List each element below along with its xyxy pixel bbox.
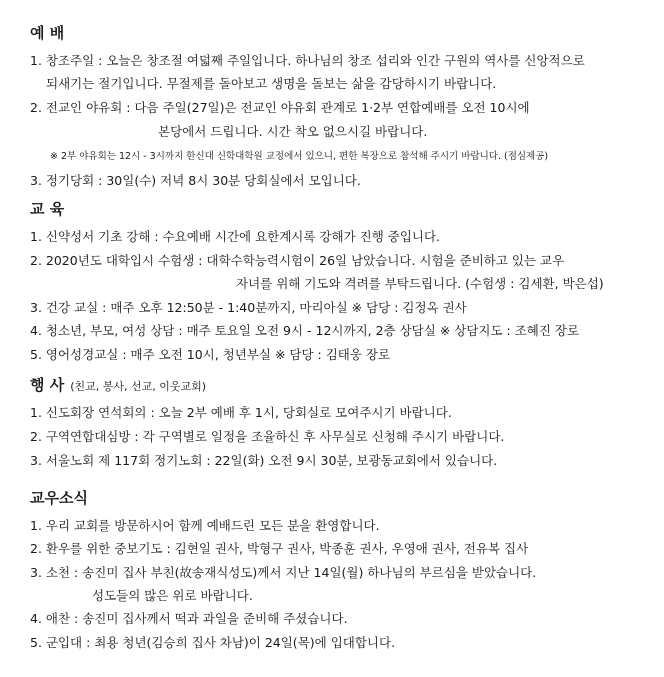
education-item-3: 3. 건강 교실 : 매주 오후 12:50분 - 1:40분까지, 마리아실 ※ 담당 : 김정옥 권사 xyxy=(30,300,467,315)
events-heading xyxy=(30,374,206,395)
education-heading: 교 육 xyxy=(30,200,65,218)
members-heading: 교우소식 xyxy=(30,489,88,507)
members-item-3-cont: 성도들의 많은 위로 바랍니다. xyxy=(92,588,253,603)
education-item-2-cont: 자녀를 위해 기도와 격려를 부탁드립니다. (수험생 : 김세환, 박은섭) xyxy=(236,276,604,291)
worship-item-2-note: ※ 2부 야유회는 12시 - 3시까지 한신대 신학대학원 교정에서 있으니, 편한 복장으로 참석해 주시기 바랍니다. (점심제공) xyxy=(50,151,549,162)
education-item-2: 2. 2020년도 대학입시 수험생 : 대학수학능력시험이 26일 남았습니다. 시험을 준비하고 있는 교우 xyxy=(30,253,565,268)
worship-item-1: 1. 창조주일 : 오늘은 창조절 여덟째 주일입니다. 하나님의 창조 섭리와 인간 구원의 역사를 신앙적으로 xyxy=(30,53,585,68)
members-item-1: 1. 우리 교회를 방문하시어 함께 예배드린 모든 분을 환영합니다. xyxy=(30,518,380,533)
worship-item-2-cont: 본당에서 드립니다. 시간 착오 없으시길 바랍니다. xyxy=(158,124,428,139)
worship-heading: 예 배 xyxy=(30,24,65,42)
worship-item-1-cont: 되새기는 절기입니다. 무절제를 돌아보고 생명을 돌보는 삶을 감당하시기 바랍니다. xyxy=(46,76,497,91)
events-title: 행 사 xyxy=(30,376,65,394)
members-item-5: 5. 군입대 : 최용 청년(김승희 집사 차남)이 24일(목)에 입대합니다. xyxy=(30,635,396,650)
events-item-2: 2. 구역연합대심방 : 각 구역별로 일정을 조율하신 후 사무실로 신청해 주시기 바랍니다. xyxy=(30,429,505,444)
worship-item-2: 2. 전교인 야유회 : 다음 주일(27일)은 전교인 야유회 관계로 1·2부 연합예배를 오전 10시에 xyxy=(30,100,530,115)
members-item-3: 3. 소천 : 송진미 집사 부친(故송재식성도)께서 지난 14일(월) 하나님의 부르심을 받았습니다. xyxy=(30,565,537,580)
events-subtitle: (친교, 봉사, 선교, 이웃교회) xyxy=(70,380,207,393)
events-item-3: 3. 서울노회 제 117회 정기노회 : 22일(화) 오전 9시 30분, 보광동교회에서 있습니다. xyxy=(30,453,498,468)
worship-item-3: 3. 정기당회 : 30일(수) 저녁 8시 30분 당회실에서 모입니다. xyxy=(30,173,361,188)
members-item-4: 4. 애찬 : 송진미 집사께서 떡과 과일을 준비해 주셨습니다. xyxy=(30,611,348,626)
members-item-2: 2. 환우를 위한 중보기도 : 김현일 권사, 박형구 권사, 박종훈 권사, 우영애 권사, 전유복 집사 xyxy=(30,541,529,556)
education-item-1: 1. 신약성서 기초 강해 : 수요예배 시간에 요한계시록 강해가 진행 중입니다. xyxy=(30,229,441,244)
events-item-1: 1. 신도회장 연석회의 : 오늘 2부 예배 후 1시, 당회실로 모여주시기 바랍니다. xyxy=(30,405,452,420)
education-item-5: 5. 영어성경교실 : 매주 오전 10시, 청년부실 ※ 담당 : 김태웅 장로 xyxy=(30,347,391,362)
education-item-4: 4. 청소년, 부모, 여성 상담 : 매주 토요일 오전 9시 - 12시까지, 2층 상담실 ※ 상담지도 : 조혜진 장로 xyxy=(30,323,580,338)
